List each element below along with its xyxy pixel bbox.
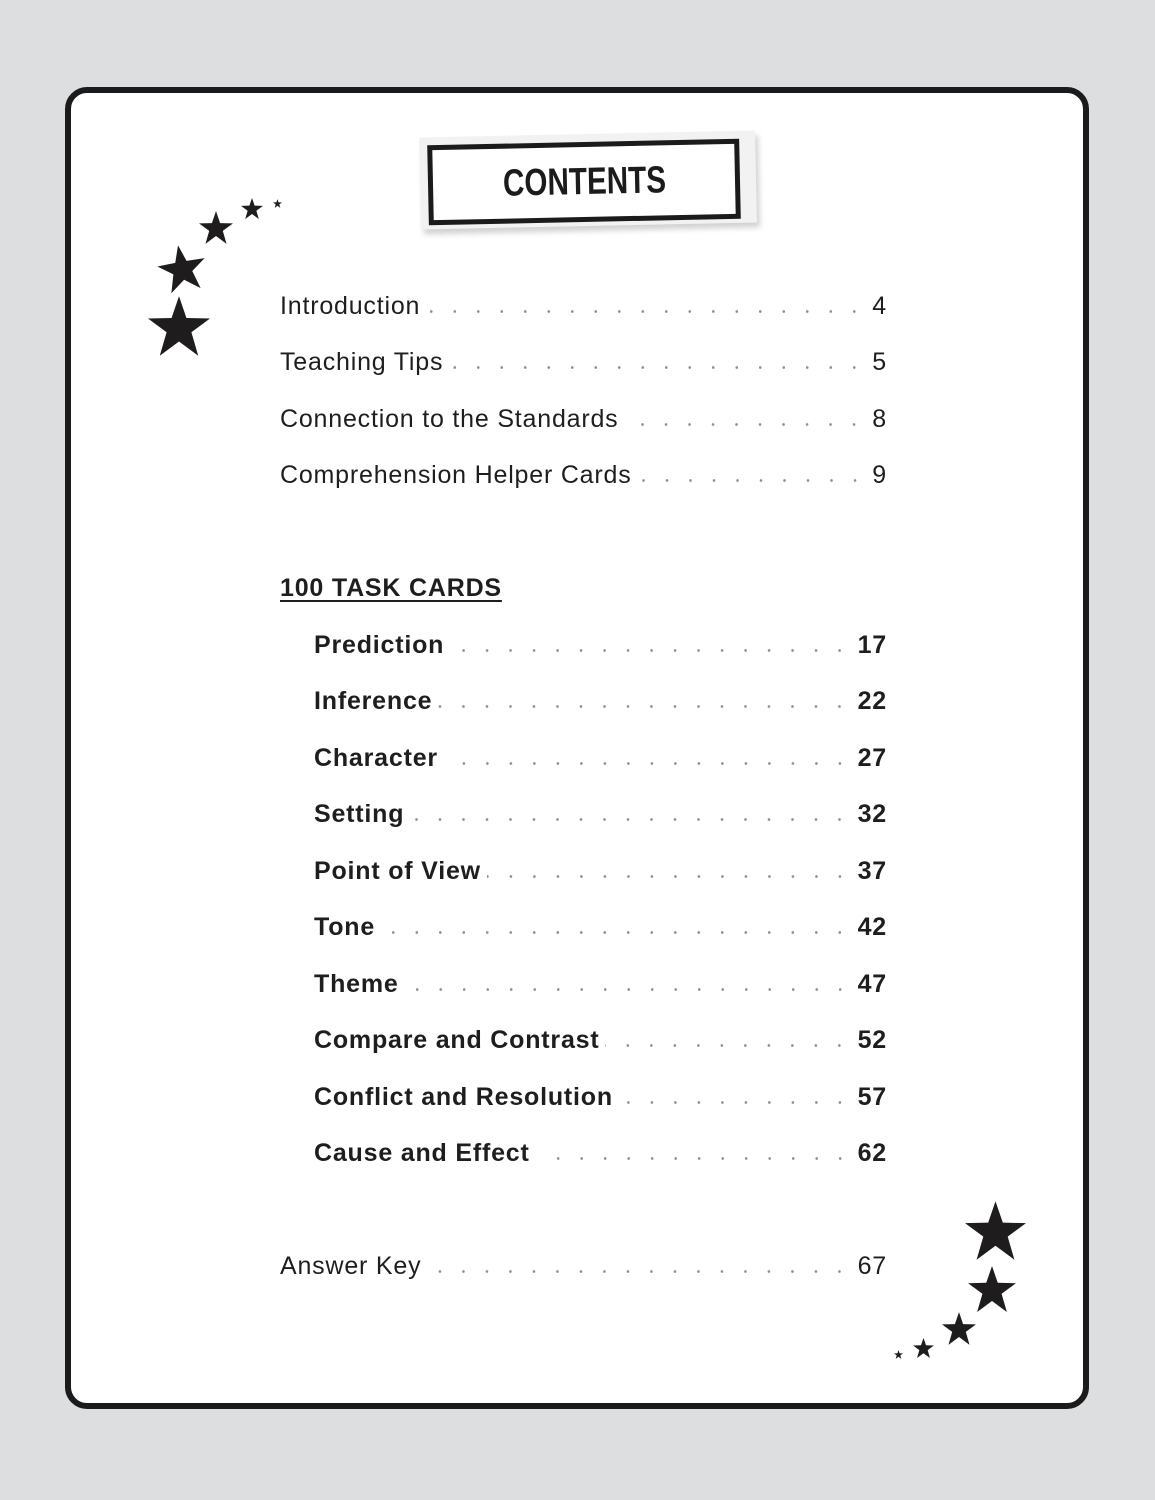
toc-entry-label: Tone	[314, 913, 376, 941]
toc-entry-comprehension-helper-cards[interactable]	[280, 461, 887, 490]
toc-entry-label: Connection to the Standards	[280, 405, 619, 433]
star-icon	[894, 1350, 903, 1359]
leader-dots	[638, 479, 867, 482]
section-heading-task-cards: 100 TASK CARDS	[280, 574, 502, 602]
toc-entry-label: Teaching Tips	[280, 348, 444, 376]
toc-entry-page: 52	[857, 1026, 887, 1054]
toc-entry-page: 42	[857, 913, 887, 941]
leader-dots	[487, 875, 852, 878]
toc-entry-label: Introduction	[280, 292, 421, 320]
star-icon	[913, 1338, 934, 1358]
leader-dots	[449, 366, 866, 369]
toc-entry-page: 5	[872, 348, 887, 376]
star-icon	[241, 198, 263, 219]
toc-entry-page: 47	[857, 970, 887, 998]
toc-entry-compare-and-contrast[interactable]	[314, 1026, 887, 1055]
toc-entry-label: Theme	[314, 970, 399, 998]
toc-entry-inference[interactable]	[314, 687, 887, 716]
toc-entry-teaching-tips[interactable]	[280, 348, 887, 377]
toc-entry-label: Conflict and Resolution	[314, 1083, 613, 1111]
leader-dots	[427, 1270, 851, 1273]
toc-entry-page: 8	[872, 405, 887, 433]
leader-dots	[450, 649, 851, 652]
title-badge	[427, 139, 741, 226]
toc-entry-page: 37	[857, 857, 887, 885]
leader-dots	[536, 1157, 852, 1160]
toc-entry-label: Prediction	[314, 631, 445, 659]
toc-entry-conflict-and-resolution[interactable]	[314, 1083, 887, 1112]
leader-dots	[605, 1044, 851, 1047]
toc-entry-page: 32	[857, 800, 887, 828]
toc-entry-prediction[interactable]	[314, 631, 887, 660]
toc-entry-page: 62	[857, 1139, 887, 1167]
toc-entry-page: 9	[872, 461, 887, 489]
toc-entry-character[interactable]	[314, 744, 887, 773]
star-icon	[154, 241, 209, 295]
leader-dots	[619, 1101, 852, 1104]
toc-entry-tone[interactable]	[314, 913, 887, 942]
toc-entry-page: 57	[857, 1083, 887, 1111]
toc-entry-page: 22	[857, 687, 887, 715]
toc-entry-connection-to-standards[interactable]	[280, 405, 887, 434]
star-icon	[968, 1266, 1016, 1312]
toc-entry-cause-and-effect[interactable]	[314, 1139, 887, 1168]
star-icon	[965, 1201, 1026, 1260]
leader-dots	[444, 762, 852, 765]
leader-dots	[438, 705, 851, 708]
toc-entry-page: 27	[857, 744, 887, 772]
leader-dots	[405, 988, 852, 991]
star-icon	[148, 296, 210, 356]
toc-entry-point-of-view[interactable]	[314, 857, 887, 886]
leader-dots	[624, 423, 866, 426]
leader-dots	[426, 310, 866, 313]
toc-entry-page: 4	[872, 292, 887, 320]
toc-entry-setting[interactable]	[314, 800, 887, 829]
leader-dots	[410, 818, 851, 821]
star-icon	[199, 211, 233, 244]
toc-entry-answer-key[interactable]	[280, 1252, 887, 1281]
toc-entry-page: 17	[857, 631, 887, 659]
toc-entry-label: Point of View	[314, 857, 481, 885]
toc-entry-label: Character	[314, 744, 438, 772]
toc-entry-label: Answer Key	[280, 1252, 422, 1280]
toc-entry-label: Setting	[314, 800, 405, 828]
star-icon	[942, 1312, 976, 1345]
toc-entry-page: 67	[857, 1252, 887, 1280]
toc-entry-label: Comprehension Helper Cards	[280, 461, 632, 489]
toc-entry-label: Cause and Effect	[314, 1139, 530, 1167]
page-title: CONTENTS	[502, 158, 666, 205]
toc-entry-theme[interactable]	[314, 970, 887, 999]
toc-entry-introduction[interactable]	[280, 292, 887, 321]
toc-entry-label: Inference	[314, 687, 433, 715]
toc-entry-label: Compare and Contrast	[314, 1026, 600, 1054]
star-icon	[273, 199, 282, 208]
leader-dots	[381, 931, 852, 934]
